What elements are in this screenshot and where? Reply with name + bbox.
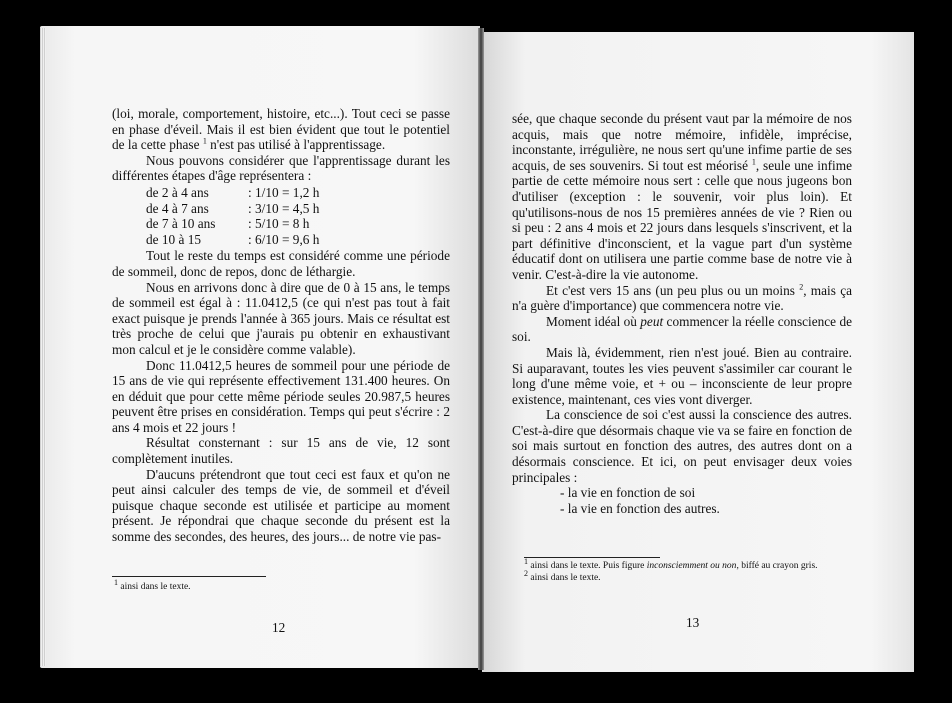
paragraph: Moment idéal où peut commencer la réelle conscience de soi. (512, 313, 852, 345)
paragraph: D'aucuns prétendront que tout ceci est faux et qu'on ne peut ainsi calculer des temps de vie, de sommeil et d'éveil puisque chaque seconde est utilisée et participe au moment présent. Je répondrai que chaque seconde du présent est la somme des secondes, des heures, des jours... de notre vie pas- (112, 466, 450, 545)
paragraph: sée, que chaque seconde du présent vaut par la mémoire de nos acquis, mais que notre mémoire, infidèle, imprécise, inconstante, irrégulière, ne nous sert qu'une infime partie de ses acquis, de ses souvenirs. Si tout est méorisé $^1$, seule une infime partie de cette mémoire nous sert : celle que nous jugeons bon d'utiliser (exception : le souvenir, voir plus loin). Et qu'utilisons-nous de nos 15 premières années de vie ? Rien ou si peu : 2 ans 4 mois et 22 jours dans lesquels s'inscrivent, et la part définitive d'inconscient, et la vague part d'un système éducatif dont on utilisera une partie comme base de notre vie à venir. C'est-à-dire la vie autonome. (512, 111, 852, 282)
age-row: de 7 à 10 ans : 5/10 = 8 h (146, 216, 310, 232)
paragraph: Tout le reste du temps est considéré comme une période de sommeil, donc de repos, donc de léthargie. (112, 248, 450, 279)
paragraph: Nous pouvons considérer que l'apprentissage durant les différentes étapes d'âge représentera : (112, 152, 450, 184)
footnote-rule (112, 576, 266, 577)
right-page-body (512, 111, 852, 516)
page-number: 13 (686, 615, 700, 630)
paragraph: Résultat consternant : sur 15 ans de vie, 12 sont complètement inutiles. (112, 435, 450, 467)
page-edge (40, 28, 46, 666)
left-page (40, 26, 480, 668)
paragraph: Et c'est vers 15 ans (un peu plus ou un moins $^2$, mais ça n'a guère d'importance) que commencera notre vie. (512, 282, 852, 314)
right-page (482, 32, 914, 672)
list-item: - la vie en fonction des autres. (560, 500, 720, 516)
list-item: - la vie en fonction de soi (560, 485, 696, 501)
footnote-ref: 1 (751, 157, 756, 167)
footnote-rule (524, 557, 660, 558)
paragraph: Mais là, évidemment, rien n'est joué. Bien au contraire. Si auparavant, toutes les vies peuvent s'assimiler car courant le long d'une même voie, et + ou – inconsciente de leur propre existence, maintenant, ces vies vont diverger. (512, 344, 852, 407)
book-gutter (478, 28, 484, 670)
age-row: de 2 à 4 ans : 1/10 = 1,2 h (146, 184, 320, 200)
footnote-ref: 2 (799, 282, 804, 292)
footnotes (524, 556, 864, 584)
age-row: de 4 à 7 ans : 3/10 = 4,5 h (146, 200, 320, 216)
paragraph: La conscience de soi c'est aussi la conscience des autres. C'est-à-dire que désormais chaque vie va se faire en fonction de soi mais surtout en fonction des autres, des autres dont on a désormais conscience. Et ici, on peut envisager deux voies principales : (512, 407, 852, 485)
paragraph: (loi, morale, comportement, histoire, etc...). Tout ceci se passe en phase d'éveil. Mais il est bien évident que tout le potentiel de la cette phase $^1$ n'est pas utilisé à l'apprentissage. (112, 106, 450, 153)
age-table (146, 185, 319, 247)
paragraph: Donc 11.0412,5 heures de sommeil pour une période de 15 ans de vie qui représente effectivement 131.400 heures. On en déduit que pour cette même période seules 20.987,5 heures peuvent être prises en considération. Temps qui peut s'écrire : 2 ans 4 mois et 22 jours ! (112, 357, 450, 435)
footnote-ref: 1 (202, 136, 207, 146)
left-page-body (112, 106, 450, 545)
voies-list (512, 485, 852, 516)
footnote: $^1$ ainsi dans le texte. (114, 577, 191, 592)
footnote: $^2$ ainsi dans le texte. (524, 568, 601, 583)
age-row: de 10 à 15 : 6/10 = 9,6 h (146, 231, 320, 247)
paragraph: Nous en arrivons donc à dire que de 0 à 15 ans, le temps de sommeil est égal à : 11.0412,5 (ce qui n'est pas tout à fait exact puisque je prends l'année à 365 jours. Mais ce résultat est très proche de celui que j'aurais pu obtenir en exhaustivant mon calcul et je le considère comme valable). (112, 279, 450, 357)
footnote: $^1$ ainsi dans le texte. Puis figure inconsciemment ou non, biffé au crayon gris. (524, 556, 818, 571)
page-number: 12 (272, 620, 286, 635)
